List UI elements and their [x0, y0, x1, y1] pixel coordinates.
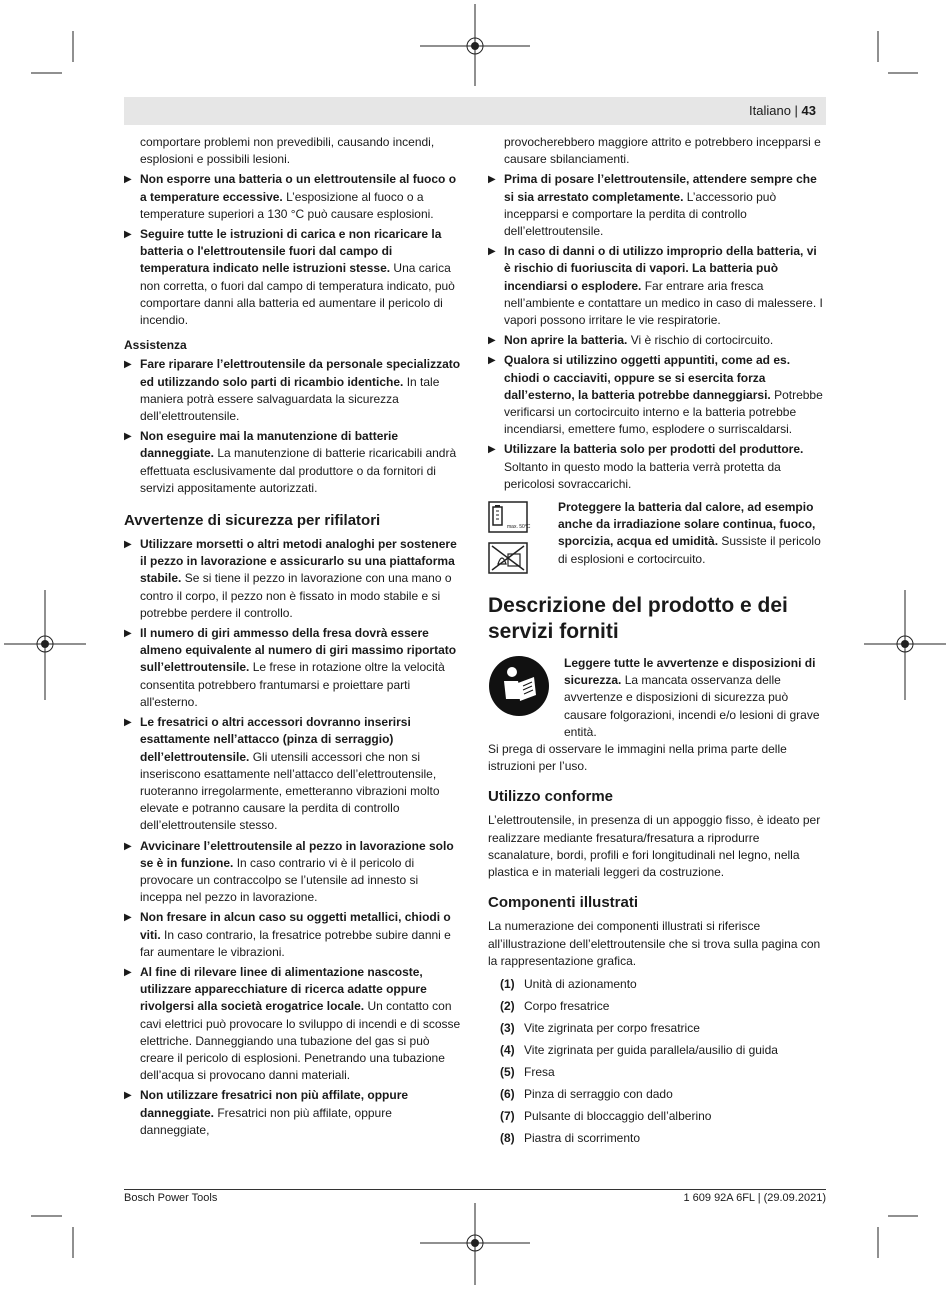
list-item [500, 998, 826, 1015]
utilizzo-heading: Utilizzo conforme [488, 788, 614, 806]
component-number: (3) [500, 1020, 515, 1035]
no-water-no-fire-icon [488, 542, 528, 574]
component-label: Fresa [524, 1064, 555, 1079]
components-list [488, 976, 826, 1147]
bullet-bold: Le fresatrici o altri accessori dovranno inserirsi esattamente nell’attacco (pinza di serraggio) dell’elettroutensile. [140, 715, 411, 764]
bullet-item [488, 243, 826, 329]
header-language-page: Italiano | 43 [749, 103, 816, 118]
bullet-item [488, 171, 826, 240]
bullet-item [488, 332, 826, 349]
bullet-bold: Al fine di rilevare linee di alimentazione nascoste, utilizzare apparecchiature di ricerca adatte oppure rivolgersi alla società erogatrice locale. [140, 964, 427, 1014]
bullet-item [488, 441, 826, 493]
bullet-item [124, 226, 462, 329]
component-label: Unità di azionamento [524, 976, 637, 991]
images-note: Si prega di osservare le immagini nella prima parte delle istruzioni per l’uso. [488, 742, 787, 774]
bullet-bold: Prima di posare l’elettroutensile, attendere sempre che si sia arrestato completamente. [504, 172, 817, 204]
left-column [124, 134, 462, 1142]
bullet-item [124, 838, 462, 907]
component-label: Piastra di scorrimento [524, 1130, 641, 1145]
bullet-item [124, 171, 462, 223]
list-item [500, 976, 826, 993]
bullet-text: In caso contrario vi è il pericolo di provocare un contraccolpo se l’utensile ad innesto si inceppa nel pezzo in lavorazione. [140, 855, 419, 905]
bullet-item [124, 909, 462, 961]
list-item [500, 1042, 826, 1059]
component-number: (6) [500, 1086, 515, 1101]
assistenza-heading: Assistenza [124, 338, 187, 353]
bullet-bold: Utilizzare morsetti o altri metodi analoghi per sostenere il pezzo in lavorazione e assicurarlo su una piattaforma stabile. [140, 537, 457, 586]
list-item [500, 1130, 826, 1147]
component-label: Pulsante di bloccaggio dell’alberino [524, 1108, 712, 1123]
list-item [500, 1108, 826, 1125]
bullet-item [124, 428, 462, 497]
read-warning-bold: Leggere tutte le avvertenze e disposizioni di sicurezza. [564, 656, 816, 688]
bullet-text: L’accessorio può incepparsi e comportare la perdita di controllo dell’elettroutensile. [504, 189, 777, 239]
heat-warning-bold: Proteggere la batteria dal calore, ad esempio anche da irradiazione solare continua, fuoco, sporcizia, acqua ed umidità. [558, 500, 816, 549]
bullet-text: Far entrare aria fresca nell’ambiente e contattare un medico in caso di malessere. I vapori possono irritare le vie respiratorie. [504, 278, 823, 328]
footer-doc-id: 1 609 92A 6FL | (29.09.2021) [683, 1192, 826, 1204]
bullet-item [124, 356, 462, 425]
bullet-text: Un contatto con cavi elettrici può provocare lo sviluppo di incendi e di scosse elettriche. Danneggiando una tubazione del gas si può creare il pericolo di esplosioni. Penetrando una tubazione dell’acqua si provocano danni materiali. [140, 999, 461, 1083]
bullet-bold: Non utilizzare fresatrici non più affilate, oppure danneggiate. [140, 1088, 409, 1120]
componenti-text: La numerazione dei componenti illustrati si riferisce all’illustrazione dell’elettroutensile che si trova sulla pagina con la rappresentazione grafica. [488, 919, 821, 968]
component-number: (7) [500, 1108, 515, 1123]
bullet-bold: Seguire tutte le istruzioni di carica e non ricaricare la batteria o l'elettroutensile fuori dal campo di temperatura indicato nelle istruzioni stesse. [140, 227, 442, 276]
bullet-item [124, 1087, 462, 1139]
component-label: Vite zigrinata per corpo fresatrice [524, 1020, 700, 1035]
footer-divider [124, 1189, 826, 1190]
bullet-text: La manutenzione di batterie ricaricabili andrà effettuata esclusivamente dal produttore o da fornitori di servizi appositamente autorizzati. [140, 446, 457, 495]
page-number: 43 [801, 103, 816, 118]
component-number: (1) [500, 976, 515, 991]
bullet-item [124, 625, 462, 711]
bullet-text: Se si tiene il pezzo in lavorazione con una mano o contro il corpo, il pezzo non è fissato in modo stabile e si potrebbe perdere il controllo. [140, 571, 452, 620]
component-label: Pinza di serraggio con dado [524, 1086, 673, 1101]
bullet-item [124, 536, 462, 622]
list-item [500, 1064, 826, 1081]
utilizzo-text: L’elettroutensile, in presenza di un appoggio fisso, è ideato per realizzare mediante fresatura/fresatura a riprodurre scanalature, bordi, profili e fori longitudinali nel legno, nella plastica e in materiali leggeri da costruzione. [488, 813, 821, 880]
bullet-bold: Non aprire la batteria. [504, 333, 628, 348]
bullet-bold: Non esporre una batteria o un elettroutensile al fuoco o a temperature eccessive. [140, 172, 457, 204]
left-intro: comportare problemi non prevedibili, causando incendi, esplosioni e possibili lesioni. [140, 135, 435, 167]
bullet-text: Vi è rischio di cortocircuito. [627, 333, 774, 348]
component-number: (2) [500, 998, 515, 1013]
list-item [500, 1086, 826, 1103]
battery-max-temperature-icon [488, 501, 531, 533]
bullet-bold: Qualora si utilizzino oggetti appuntiti, come ad es. chiodi o cacciaviti, oppure se si esercita forza dall’esterno, la batteria potrebbe danneggiarsi. [504, 353, 791, 402]
component-number: (8) [500, 1130, 515, 1145]
bullet-text: L’esposizione al fuoco o a temperature superiori a 130 °C può causare esplosioni. [140, 189, 434, 221]
heat-warning-text [558, 499, 826, 568]
bullet-text: Gli utensili accessori che non si inseriscono esattamente nell’attacco dell’elettroutensile, ruoteranno irregolarmente, emetteranno vibrazioni molto elevate e potranno causare la perdita di controllo dell’elettroutensile stesso. [140, 749, 440, 833]
header-language: Italiano [749, 103, 791, 118]
page-header [124, 97, 826, 125]
bullet-item [124, 964, 462, 1084]
list-item [500, 1020, 826, 1037]
bullet-bold: Fare riparare l’elettroutensile da personale specializzato ed utilizzando solo parti di ricambio identiche. [140, 357, 461, 389]
bullet-text: Potrebbe verificarsi un cortocircuito interno e la batteria potrebbe incendiarsi, emettere fumo, esplodere o surriscaldarsi. [504, 387, 823, 437]
bullet-bold: In caso di danni o di utilizzo improprio della batteria, vi è rischio di fuoriuscita di vapori. La batteria può incendiarsi o esplodere. [504, 244, 817, 293]
componenti-heading: Componenti illustrati [488, 894, 638, 912]
heat-icon-label: max. 50°C [507, 524, 531, 531]
read-manual-block [488, 655, 826, 741]
read-warning-text [564, 655, 826, 741]
bullet-item [488, 352, 826, 438]
bullet-text: In caso contrario, la fresatrice potrebbe subire danni e far aumentare le vibrazioni. [140, 927, 451, 959]
bullet-text: In tale maniera potrà essere salvaguardata la sicurezza dell’elettroutensile. [140, 374, 440, 424]
bullet-text: Fresatrici non più affilate, oppure danneggiate, [140, 1105, 392, 1137]
bullet-text: Una carica non corretta, o fuori dal campo di temperatura indicato, può comportare danni alla batteria ed aumentare il pericolo di incendio. [140, 261, 455, 328]
bullet-bold: Il numero di giri ammesso della fresa dovrà essere almeno equivalente al numero di giri massimo riportato sull’elettroutensile. [140, 626, 457, 675]
heat-warning-icons [488, 501, 534, 579]
rifilatori-heading: Avvertenze di sicurezza per rifilatori [124, 512, 381, 530]
heat-warning-normal: Sussiste il pericolo di esplosioni e cortocircuito. [558, 534, 821, 566]
heat-warning-block [488, 499, 826, 575]
component-label: Corpo fresatrice [524, 998, 610, 1013]
component-number: (4) [500, 1042, 515, 1057]
right-intro: provocherebbero maggiore attrito e potrebbero incepparsi e causare sbilanciamenti. [504, 135, 821, 167]
bullet-text: Soltanto in questo modo la batteria verrà protetta da pericolosi sovraccarichi. [504, 459, 781, 491]
bullet-bold: Non eseguire mai la manutenzione di batterie danneggiate. [140, 429, 399, 461]
bullet-bold: Avvicinare l’elettroutensile al pezzo in lavorazione solo se è in funzione. [140, 838, 454, 870]
section-title: Descrizione del prodotto e dei servizi forniti [488, 594, 788, 644]
bullet-text: Le frese in rotazione oltre la velocità consentita potrebbero frantumarsi e proiettare parti all'esterno. [140, 660, 445, 709]
component-number: (5) [500, 1064, 515, 1079]
read-manual-icon [488, 655, 550, 717]
bullet-bold: Utilizzare la batteria solo per prodotti del produttore. [504, 442, 804, 457]
right-column [488, 134, 826, 1152]
read-warning-normal: La mancata osservanza delle avvertenze e disposizioni di sicurezza può causare folgorazioni, incendi e/o lesioni di grave entità. [564, 673, 820, 739]
bullet-item [124, 714, 462, 834]
bullet-bold: Non fresare in alcun caso su oggetti metallici, chiodi o viti. [140, 910, 451, 942]
component-label: Vite zigrinata per guida parallela/ausilio di guida [524, 1042, 778, 1057]
footer-brand: Bosch Power Tools [124, 1192, 218, 1204]
